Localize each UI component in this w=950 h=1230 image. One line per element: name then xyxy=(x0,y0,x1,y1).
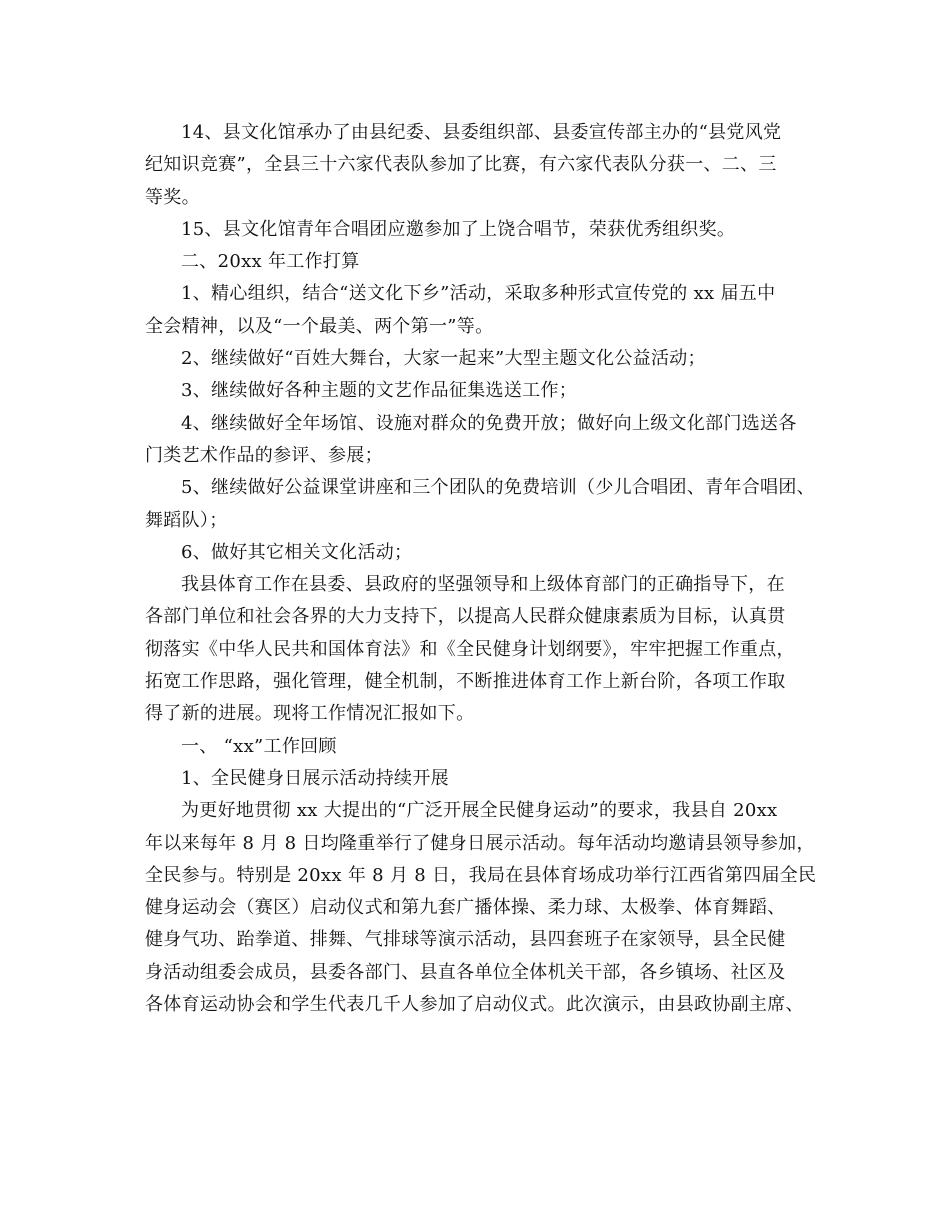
text-line: 拓宽工作思路，强化管理，健全机制，不断推进体育工作上新台阶，各项工作取 xyxy=(145,671,786,693)
text-line: 2、继续做好“百姓大舞台，大家一起来”大型主题文化公益活动； xyxy=(181,348,706,370)
section-heading: 一、 “xx”工作回顾 xyxy=(181,735,337,757)
text-line: 6、做好其它相关文化活动； xyxy=(181,541,413,563)
text-line: 各体育运动协会和学生代表几千人参加了启动仪式。此次演示，由县政协副主席、 xyxy=(145,994,804,1016)
text-line: 健身运动会（赛区）启动仪式和第九套广播体操、柔力球、太极拳、体育舞蹈、 xyxy=(145,897,786,919)
text-line: 身活动组委会成员，县委各部门、县直各单位全体机关干部，各乡镇场、社区及 xyxy=(145,961,786,983)
text-line: 1、精心组织，结合“送文化下乡”活动，采取多种形式宣传党的 xx 届五中 xyxy=(181,283,776,305)
text-line: 我县体育工作在县委、县政府的坚强领导和上级体育部门的正确指导下，在 xyxy=(181,574,785,596)
text-line: 5、继续做好公益课堂讲座和三个团队的免费培训（少儿合唱团、青年合唱团、 xyxy=(181,477,815,499)
text-line: 14、县文化馆承办了由县纪委、县委组织部、县委宣传部主办的“县党风党 xyxy=(181,122,782,143)
text-line: 门类艺术作品的参评、参展； xyxy=(145,444,383,466)
text-line: 3、继续做好各种主题的文艺作品征集选送工作； xyxy=(181,380,578,402)
subsection-heading: 1、全民健身日展示活动持续开展 xyxy=(181,767,449,789)
text-line: 舞蹈队）； xyxy=(145,509,228,531)
section-heading: 二、20xx 年工作打算 xyxy=(181,251,360,273)
text-line: 纪知识竞赛”，全县三十六家代表队参加了比赛，有六家代表队分获一、二、三 xyxy=(145,154,777,176)
text-line: 15、县文化馆青年合唱团应邀参加了上饶合唱节，荣获优秀组织奖。 xyxy=(181,218,736,240)
text-line: 全会精神，以及“一个最美、两个第一”等。 xyxy=(145,315,494,337)
text-line: 得了新的进展。现将工作情况汇报如下。 xyxy=(145,703,475,725)
text-line: 年以来每年 8 月 8 日均隆重举行了健身日展示活动。每年活动均邀请县领导参加， xyxy=(145,832,815,854)
text-line: 4、继续做好全年场馆、设施对群众的免费开放；做好向上级文化部门选送各 xyxy=(181,412,797,434)
text-line: 各部门单位和社会各界的大力支持下，以提高人民群众健康素质为目标，认真贯 xyxy=(145,606,786,628)
text-line: 为更好地贯彻 xx 大提出的“广泛开展全民健身运动”的要求，我县自 20xx xyxy=(181,800,778,822)
document-body xyxy=(145,117,815,1021)
text-line: 等奖。 xyxy=(145,186,200,208)
text-line: 全民参与。特别是 20xx 年 8 月 8 日，我局在县体育场成功举行江西省第四届全民 xyxy=(145,864,817,886)
text-line: 健身气功、跆拳道、排舞、气排球等演示活动，县四套班子在家领导，县全民健 xyxy=(145,929,786,951)
text-line: 彻落实《中华人民共和国体育法》和《全民健身计划纲要》，牢牢把握工作重点， xyxy=(145,638,795,660)
